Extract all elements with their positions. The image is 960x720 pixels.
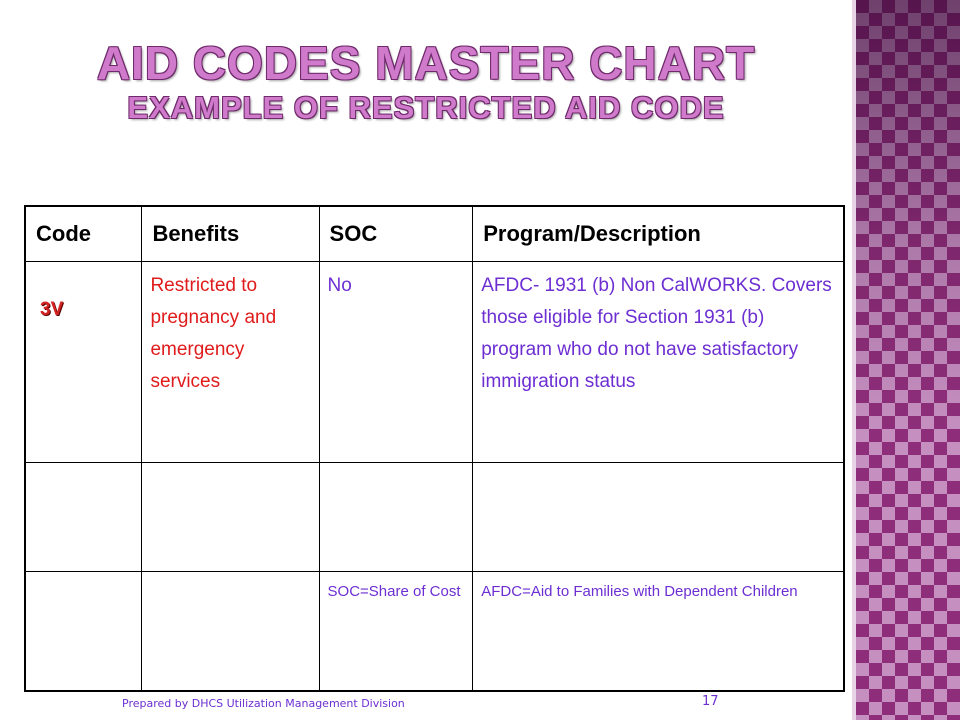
- soc-footnote: SOC=Share of Cost: [327, 583, 461, 600]
- soc-value: No: [327, 275, 352, 296]
- aid-code-value: 3V: [40, 299, 64, 320]
- afdc-footnote: AFDC=Aid to Families with Dependent Children: [481, 583, 798, 600]
- cell-code: [25, 262, 142, 463]
- table-row-empty: [25, 463, 844, 572]
- page-title: AID CODES MASTER CHART: [96, 37, 756, 89]
- header-benefits: Benefits: [142, 206, 319, 262]
- cell-benefits: [142, 262, 319, 463]
- cell-description-footnote: [473, 572, 844, 692]
- decorative-pattern-shade: [856, 0, 960, 720]
- cell-soc: [319, 262, 473, 463]
- empty-cell: [473, 463, 844, 572]
- header-code: Code: [25, 206, 142, 262]
- cell-description: [473, 262, 844, 463]
- table-header-row: [25, 206, 844, 262]
- cell-soc-footnote: [319, 572, 473, 692]
- table-row-footnotes: [25, 572, 844, 692]
- empty-cell: [142, 572, 319, 692]
- empty-cell: [142, 463, 319, 572]
- empty-cell: [25, 463, 142, 572]
- header-description: Program/Description: [473, 206, 844, 262]
- table-row: [25, 262, 844, 463]
- header-soc: SOC: [319, 206, 473, 262]
- page-number: 17: [702, 694, 719, 709]
- footer-credit: Prepared by DHCS Utilization Management Division: [122, 697, 405, 710]
- empty-cell: [25, 572, 142, 692]
- benefits-value: Restricted to pregnancy and emergency services: [150, 275, 277, 392]
- decorative-edge: [852, 0, 856, 720]
- page-subtitle: EXAMPLE OF RESTRICTED AID CODE: [127, 90, 725, 125]
- aid-code-table: [24, 205, 845, 692]
- empty-cell: [319, 463, 473, 572]
- description-value: AFDC- 1931 (b) Non CalWORKS. Covers those eligible for Section 1931 (b) program who do not have satisfactory immigration status: [481, 275, 832, 392]
